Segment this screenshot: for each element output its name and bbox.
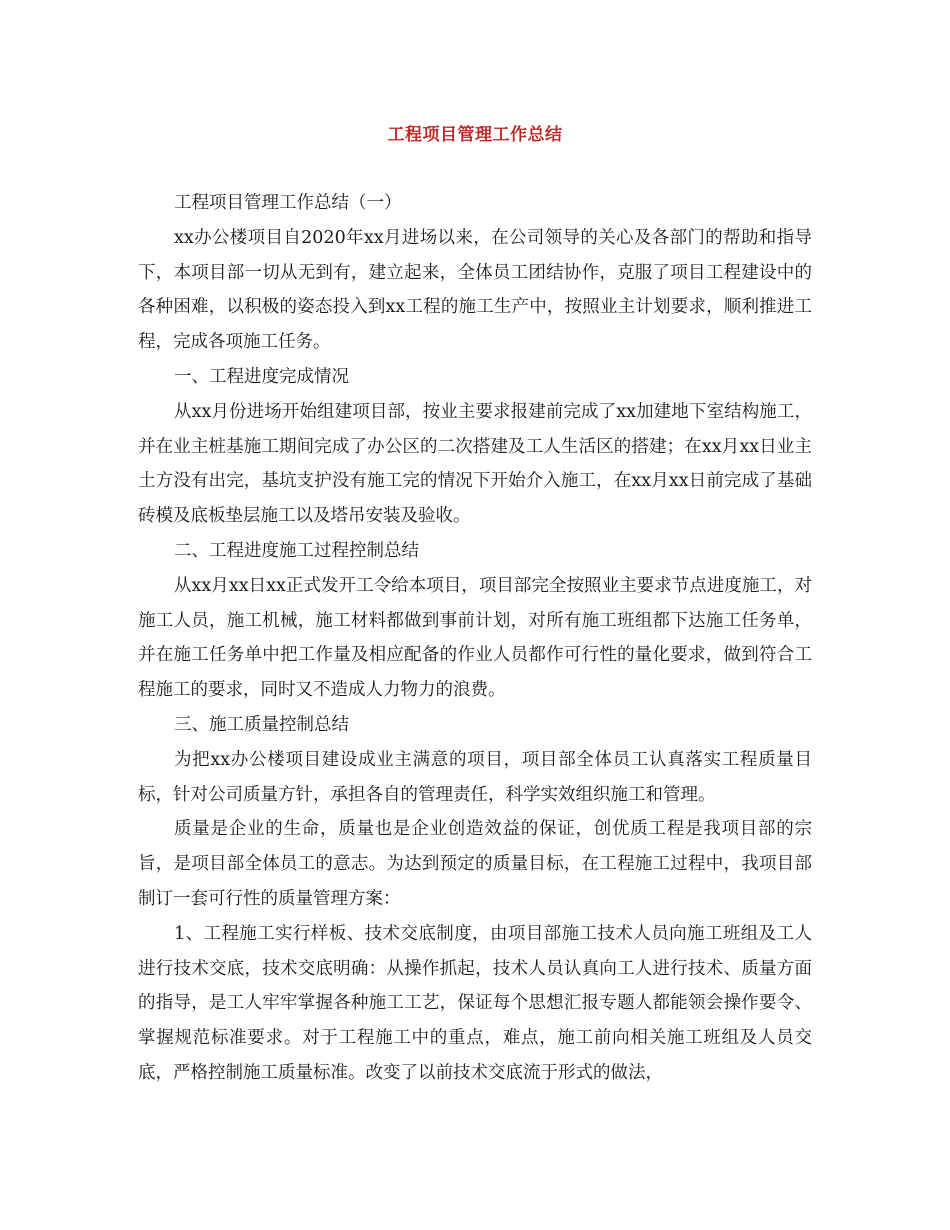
paragraph-intro: xx办公楼项目自2020年xx月进场以来，在公司领导的关心及各部门的帮助和指导下，本项目部一切从无到有，建立起来，全体员工团结协作，克服了项目工程建设中的各种困难，以积极的姿态投入到xx工程的施工生产中，按照业主计划要求，顺利推进工程，完成各项施工任务。 bbox=[138, 227, 812, 353]
section-heading-quality-control: 三、施工质量控制总结 bbox=[174, 714, 349, 735]
document-title: 工程项目管理工作总结 bbox=[387, 125, 563, 145]
document-body bbox=[138, 186, 812, 1091]
section-heading-process-control: 二、工程进度施工过程控制总结 bbox=[174, 540, 419, 561]
paragraph-quality-goal: 为把xx办公楼项目建设成业主满意的项目，项目部全体员工认真落实工程质量目标，针对公司质量方针，承担各自的管理责任，科学实效组织施工和管理。 bbox=[138, 749, 812, 805]
paragraph-item-1: 1、工程施工实行样板、技术交底制度，由项目部施工技术人员向施工班组及工人进行技术交底，技术交底明确：从操作抓起，技术人员认真向工人进行技术、质量方面的指导，是工人牢牢掌握各种施工工艺，保证每个思想汇报专题人都能领会操作要令、掌握规范标准要求。对于工程施工中的重点，难点，施工前向相关施工班组及人员交底，严格控制施工质量标准。改变了以前技术交底流于形式的做法， bbox=[138, 923, 812, 1083]
paragraph-quality-life: 质量是企业的生命，质量也是企业创造效益的保证，创优质工程是我项目部的宗旨，是项目部全体员工的意志。为达到预定的质量目标，在工程施工过程中，我项目部制订一套可行性的质量管理方案： bbox=[138, 819, 812, 909]
paragraph-process-control: 从xx月xx日xx正式发开工令给本项目，项目部完全按照业主要求节点进度施工，对施工人员，施工机械，施工材料都做到事前计划，对所有施工班组都下达施工任务单，并在施工任务单中把工作量及相应配备的作业人员都作可行性的量化要求，做到符合工程施工的要求，同时又不造成人力物力的浪费。 bbox=[138, 575, 812, 701]
paragraph-progress: 从xx月份进场开始组建项目部，按业主要求报建前完成了xx加建地下室结构施工，并在业主桩基施工期间完成了办公区的二次搭建及工人生活区的搭建；在xx月xx日业主土方没有出完，基坑支护没有施工完的情况下开始介入施工，在xx月xx日前完成了基础砖模及底板垫层施工以及塔吊安装及验收。 bbox=[138, 401, 812, 527]
section-heading-progress: 一、工程进度完成情况 bbox=[174, 366, 349, 387]
section-heading-1: 工程项目管理工作总结（一） bbox=[174, 193, 402, 213]
